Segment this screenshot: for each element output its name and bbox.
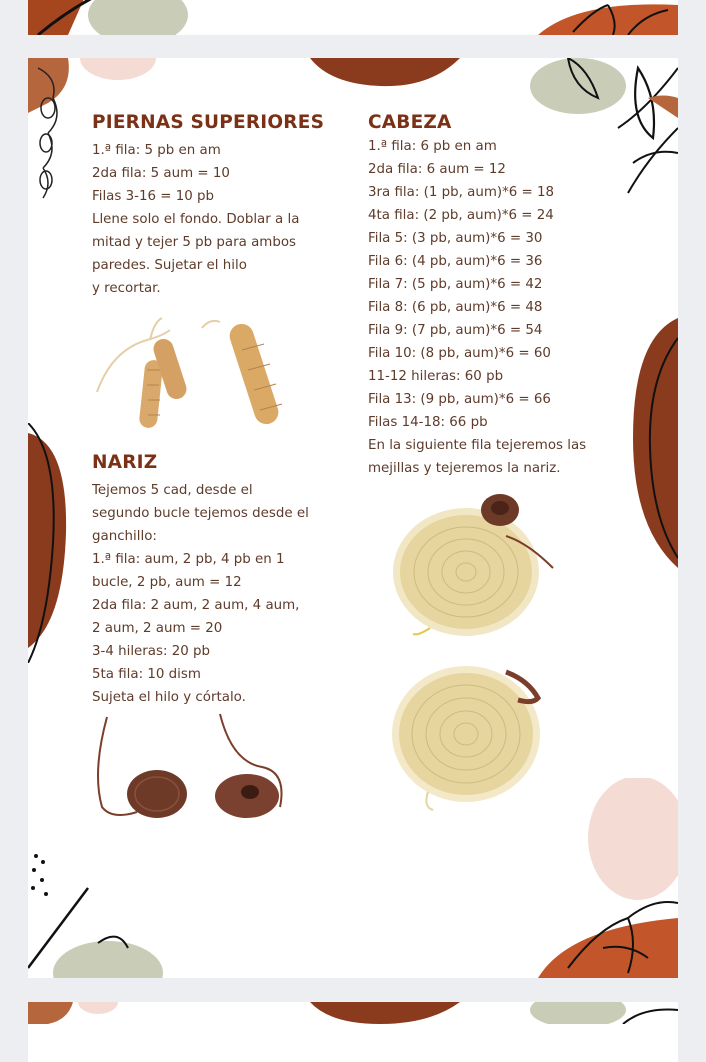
- instruction-line: Fila 9: (7 pb, aum)*6 = 54: [368, 323, 543, 338]
- instruction-line: Fila 7: (5 pb, aum)*6 = 42: [368, 277, 543, 292]
- section-piernas-superiores: [92, 112, 332, 300]
- decor-bottom-fragment-left: [28, 1002, 118, 1024]
- section-nariz: [92, 452, 342, 709]
- instruction-line: ganchillo:: [92, 529, 157, 544]
- photo-crocheted-head-2: [388, 662, 558, 812]
- instruction-line: 11-12 hileras: 60 pb: [368, 369, 504, 384]
- photo-crocheted-legs: [92, 310, 312, 430]
- instruction-line: Filas 3-16 = 10 pb: [92, 189, 215, 204]
- instruction-line: Fila 6: (4 pb, aum)*6 = 36: [368, 254, 543, 269]
- decor-top-left-leaves: [28, 0, 228, 35]
- decor-bottom-fragment-center: [310, 1002, 460, 1024]
- instruction-line: bucle, 2 pb, aum = 12: [92, 575, 242, 590]
- instruction-line: Tejemos 5 cad, desde el: [92, 483, 253, 498]
- decor-top-center-rust-shape: [310, 58, 460, 90]
- instruction-line: 4ta fila: (2 pb, aum)*6 = 24: [368, 208, 554, 223]
- instruction-line: 2da fila: 6 aum = 12: [368, 162, 506, 177]
- instruction-line: 1.ª fila: aum, 2 pb, 4 pb en 1: [92, 552, 285, 567]
- instruction-line: Fila 8: (6 pb, aum)*6 = 48: [368, 300, 543, 315]
- photo-crocheted-head-1: [388, 488, 558, 638]
- decor-top-blush-blob: [78, 58, 158, 88]
- pattern-page: [28, 58, 678, 978]
- instruction-line: mitad y tejer 5 pb para ambos: [92, 235, 296, 250]
- decor-bottom-fragment-right: [528, 1002, 678, 1024]
- instruction-line: 2 aum, 2 aum = 20: [92, 621, 223, 636]
- next-page-fragment: [28, 1002, 678, 1062]
- instruction-line: Filas 14-18: 66 pb: [368, 415, 488, 430]
- instruction-line: Fila 13: (9 pb, aum)*6 = 66: [368, 392, 551, 407]
- section-cabeza: [368, 112, 668, 480]
- instructions-nariz: [92, 479, 342, 709]
- left-column: [92, 112, 332, 300]
- instructions-piernas: [92, 139, 332, 300]
- instruction-line: Sujeta el hilo y córtalo.: [92, 690, 246, 705]
- section-title-cabeza: CABEZA: [368, 112, 452, 133]
- instruction-line: 3ra fila: (1 pb, aum)*6 = 18: [368, 185, 555, 200]
- decor-bottom-left-sprig: [28, 848, 188, 978]
- instruction-line: 3-4 hileras: 20 pb: [92, 644, 211, 659]
- instruction-line: segundo bucle tejemos desde el: [92, 506, 309, 521]
- instruction-line: Fila 5: (3 pb, aum)*6 = 30: [368, 231, 543, 246]
- decor-top-right-leaves: [518, 0, 678, 35]
- instruction-line: Llene solo el fondo. Doblar a la: [92, 212, 300, 227]
- right-column: [368, 112, 668, 480]
- instruction-line: mejillas y tejeremos la nariz.: [368, 461, 561, 476]
- photo-crocheted-nose: [92, 712, 302, 822]
- instruction-line: 1.ª fila: 6 pb en am: [368, 139, 497, 154]
- instruction-line: 5ta fila: 10 dism: [92, 667, 201, 682]
- instruction-line: 1.ª fila: 5 pb en am: [92, 143, 221, 158]
- previous-page-fragment: [28, 0, 678, 35]
- instructions-cabeza: [368, 135, 668, 480]
- instruction-line: paredes. Sujetar el hilo: [92, 258, 247, 273]
- instruction-line: 2da fila: 5 aum = 10: [92, 166, 230, 181]
- instruction-line: 2da fila: 2 aum, 2 aum, 4 aum,: [92, 598, 300, 613]
- instruction-line: y recortar.: [92, 281, 161, 296]
- decor-left-rust-leaf: [28, 423, 73, 663]
- section-title-nariz: NARIZ: [92, 452, 158, 473]
- instruction-line: En la siguiente fila tejeremos las: [368, 438, 587, 453]
- instruction-line: Fila 10: (8 pb, aum)*6 = 60: [368, 346, 551, 361]
- section-title-piernas: PIERNAS SUPERIORES: [92, 112, 325, 133]
